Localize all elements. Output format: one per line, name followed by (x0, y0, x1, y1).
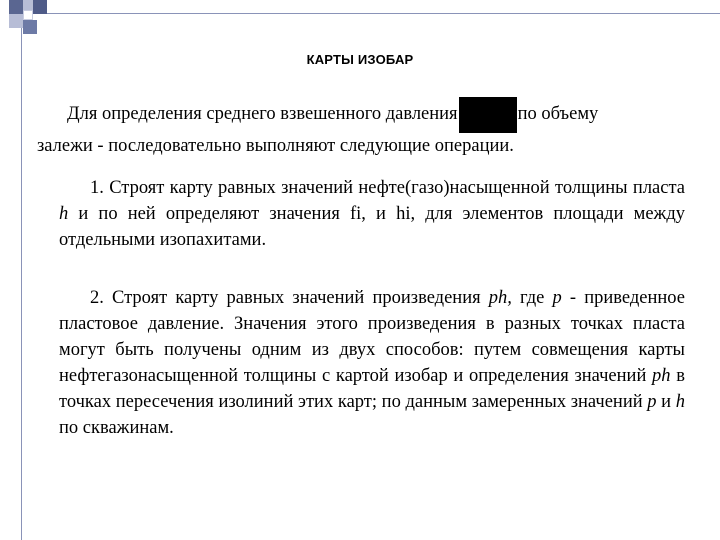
intro-text-before: Для определения среднего взвешенного давления (67, 104, 458, 124)
item2-var-ph: ph (652, 366, 671, 386)
item2-text: в точках пересечения изолиний этих карт; по данным замеренных значений (59, 366, 685, 412)
item1-text: 1. Строят карту равных значений нефте(газо)насыщенной толщины пласта (90, 178, 685, 198)
decor-square (23, 20, 37, 34)
item2-text: - приведенное пластовое давление. Значения этого произведения в разных точках пласта могут быть получены одним из двух способов: путем совмещения карты нефтегазонасыщенной толщины с картой изобар и определения значений (59, 288, 685, 386)
item2-text: 2. Строят карту равных значений произведения (90, 288, 489, 308)
item2-text: где (511, 288, 553, 308)
redaction-box (459, 97, 517, 133)
decor-square (23, 10, 33, 20)
decor-square (9, 14, 23, 28)
intro-line-1 (37, 97, 687, 133)
item2-text: и (656, 392, 676, 412)
item2-var-p: p (552, 288, 562, 308)
page-title: КАРТЫ ИЗОБАР (306, 52, 414, 67)
top-rule (47, 13, 720, 14)
left-rule (21, 28, 22, 540)
item2-text: по скважинам. (59, 418, 174, 438)
item2-var-h: h (675, 392, 685, 412)
item2-var-ph: ph, (488, 288, 512, 308)
decor-square (9, 0, 23, 14)
intro-text-after: по объему (517, 104, 599, 124)
corner-decoration (0, 0, 80, 40)
intro-line-2: залежи - последовательно выполняют следующие операции. (37, 136, 514, 156)
item1-text: и по ней определяют значения fi, и hi, для элементов площади между отдельными изопахитами. (59, 204, 685, 250)
intro-paragraph (37, 97, 687, 159)
list-item-2 (59, 285, 685, 441)
item2-var-p: p (647, 392, 657, 412)
list-item-1 (59, 175, 685, 253)
item1-var-h: h (59, 204, 69, 224)
decor-square (23, 0, 33, 10)
decor-square (33, 0, 47, 14)
